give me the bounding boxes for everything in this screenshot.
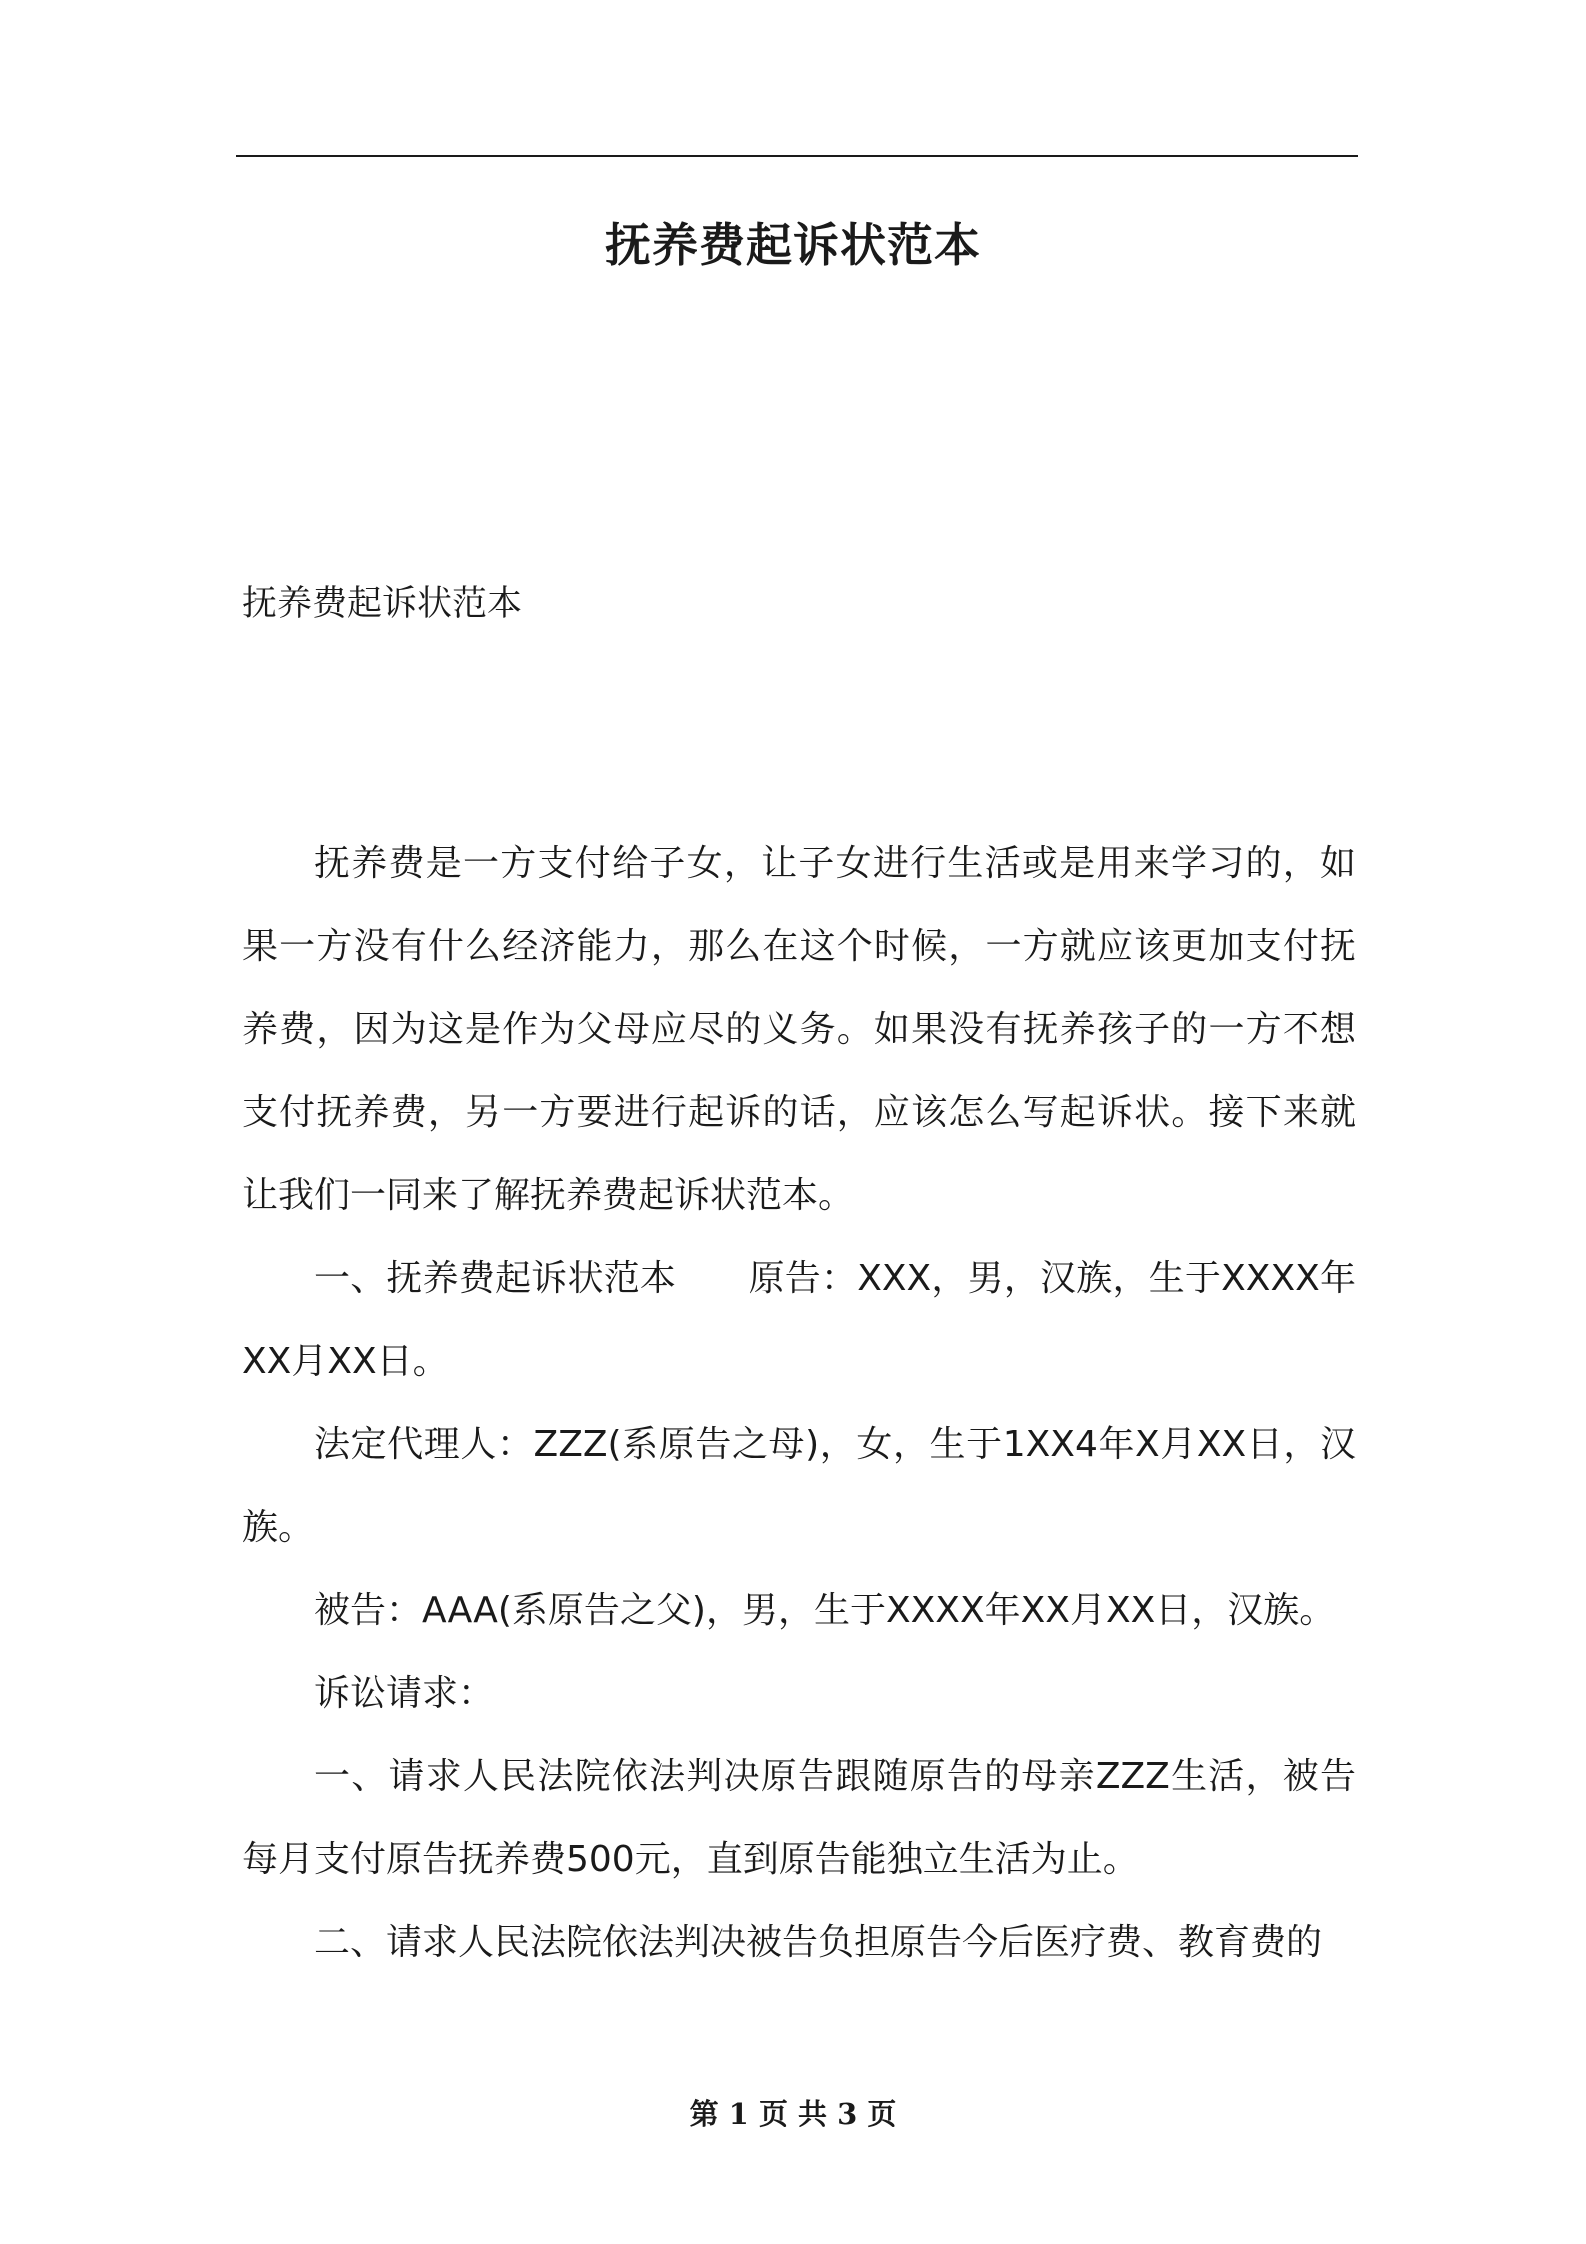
claim-one-paragraph: 一、请求人民法院依法判决原告跟随原告的母亲ZZZ生活，被告每月支付原告抚养费500元，直到原告能独立生活为止。 bbox=[242, 1756, 1356, 1880]
document-body bbox=[242, 822, 1356, 1984]
page-number-footer: 第 1 页 共 3 页 bbox=[689, 2097, 897, 2131]
defendant-paragraph: 被告：AAA(系原告之父)，男，生于XXXX年XX月XX日，汉族。 bbox=[314, 1590, 1336, 1631]
intro-paragraph: 抚养费是一方支付给子女，让子女进行生活或是用来学习的，如果一方没有什么经济能力，那么在这个时候，一方就应该更加支付抚养费，因为这是作为父母应尽的义务。如果没有抚养孩子的一方不想支付抚养费，另一方要进行起诉的话，应该怎么写起诉状。接下来就让我们一同来了解抚养费起诉状范本。 bbox=[242, 843, 1356, 1216]
claims-heading: 诉讼请求： bbox=[314, 1673, 495, 1714]
header-rule bbox=[236, 155, 1358, 157]
claim-two-paragraph: 二、请求人民法院依法判决被告负担原告今后医疗费、教育费的 bbox=[314, 1922, 1323, 1963]
page-title: 抚养费起诉状范本 bbox=[605, 218, 981, 272]
document-subtitle: 抚养费起诉状范本 bbox=[242, 584, 523, 624]
plaintiff-paragraph: 一、抚养费起诉状范本 原告：XXX，男，汉族，生于XXXX年XX月XX日。 bbox=[242, 1258, 1356, 1382]
legal-representative-paragraph: 法定代理人：ZZZ(系原告之母)，女，生于1XX4年X月XX日，汉族。 bbox=[242, 1424, 1356, 1548]
